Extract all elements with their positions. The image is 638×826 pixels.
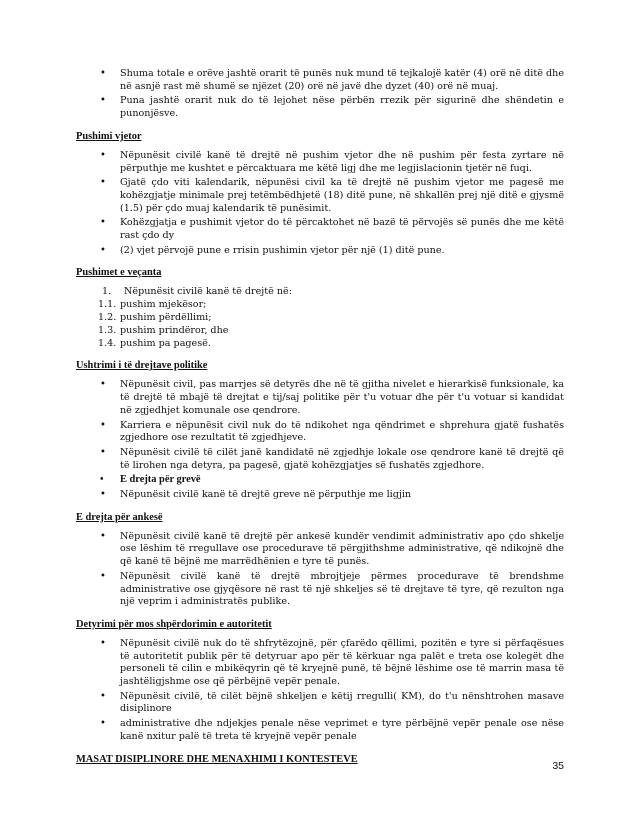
- list-item: • Shuma totale e orëve jashtë orarit të punës nuk mund të tejkalojë katër (4) orë në ditë dhe në asnjë rast më shumë se njëzet (20) orë në javë dhe dyzet (40) orë në muaj.: [76, 68, 564, 93]
- page-number: 35: [552, 760, 564, 772]
- heading-masat: MASAT DISIPLINORE DHE MENAXHIMI I KONTESTEVE: [76, 753, 358, 765]
- list-item: • Nëpunësit civilë, të cilët bëjnë shkeljen e këtij rregulli( KM), do t'u nënshtrohen masave disiplinore: [76, 691, 564, 716]
- heading-pushimi-vjetor: Pushimi vjetor: [76, 130, 142, 142]
- list-item: • (2) vjet përvojë pune e rrisin pushimin vjetor për një (1) ditë pune.: [76, 245, 564, 258]
- list-item: • E drejta për grevë: [76, 474, 564, 487]
- list-item: • Nëpunësit civilë të cilët janë kandidatë në zgjedhje lokale ose qendrore kanë të drejtë që të lirohen nga detyra, pa pagesë, gjatë kohëzgjatjes së fushatës zgjedhore.: [76, 447, 564, 472]
- list-item: • Gjatë çdo viti kalendarik, nëpunësi civil ka të drejtë në pushim vjetor me pagesë me kohëzgjatje minimale prej tetëmbëdhjetë (18) ditë pune, në shkallën prej një ditë e gjysmë (1.5) për çdo muaj kalendarik të punësimit.: [76, 177, 564, 215]
- list-item: 1.4. pushim pa pagesë.: [98, 337, 211, 349]
- list-item: • Nëpunësit civilë kanë të drejtë në pushim vjetor dhe në pushim për festa zyrtare në përputhje me kushtet e përcaktuara me këtë ligj dhe me legjislacionin tjetër në fuqi.: [76, 150, 564, 175]
- list-item: • Puna jashtë orarit nuk do të lejohet nëse përbën rrezik për sigurinë dhe shëndetin e punonjësve.: [76, 95, 564, 120]
- heading-pushimet-e-vecanta: Pushimet e veçanta: [76, 267, 162, 279]
- list-item: • Karriera e nëpunësit civil nuk do të ndikohet nga qëndrimet e shprehura gjatë fushatës zgjedhore ose rezultatit të zgjedhjeve.: [76, 420, 564, 445]
- list-item: • Kohëzgjatja e pushimit vjetor do të përcaktohet në bazë të përvojës së punës dhe me këtë rast çdo dy: [76, 217, 564, 242]
- ushtrimi-list: [76, 379, 564, 501]
- pushimet-e-vecanta-list: [76, 286, 564, 350]
- list-item: • Nëpunësit civilë kanë të drejtë mbrojtjeje përmes procedurave të brendshme administrative ose gjyqësore në rast të një shkeljes së të drejtave të tyre, që rezulton nga një veprim i administratës publike.: [76, 571, 564, 609]
- list-item: • administrative dhe ndjekjes penale nëse veprimet e tyre përbëjnë vepër penale ose nëse kanë nxitur palë të treta të kryejnë vepër penale: [76, 718, 564, 743]
- ankese-list: [76, 531, 564, 609]
- heading-ankese: E drejta për ankesë: [76, 511, 163, 523]
- list-item: 1.2. pushim përdëllimi;: [98, 312, 212, 324]
- pushimi-vjetor-list: [76, 150, 564, 258]
- list-item: 1.3. pushim prindëror, dhe: [98, 324, 229, 336]
- list-item: 1. Nëpunësit civilë kanë të drejtë në:: [102, 286, 292, 298]
- heading-detyrimi: Detyrimi për mos shpërdorimin e autoritetit: [76, 618, 272, 630]
- list-item: • Nëpunësit civilë nuk do të shfrytëzojnë, për çfarëdo qëllimi, pozitën e tyre si përfaqësues të autoritetit publik për të detyruar apo për të kërkuar nga palët e treta ose kolegët dhe personeli të cilin e mbikëqyrin që të kryejnë punë, të bëjnë lëshime ose të marrin masa të jashtëligjshme ose që përbëjnë vepër penale.: [76, 638, 564, 689]
- detyrimi-list: [76, 638, 564, 744]
- list-item: • Nëpunësit civilë kanë të drejtë greve në përputhje me ligjin: [76, 489, 564, 502]
- heading-ushtrimi: Ushtrimi i të drejtave politike: [76, 360, 208, 372]
- intro-bullet-list: [76, 68, 564, 121]
- list-item: • Nëpunësit civilë kanë të drejtë për ankesë kundër vendimit administrativ apo çdo shkelje ose lëshim të rregullave ose procedurave të përgjithshme administrative, që ndikojnë dhe që kanë të bëjnë me marrëdhënien e tyre të punës.: [76, 531, 564, 569]
- list-item: 1.1. pushim mjekësor;: [98, 299, 207, 311]
- list-item: • Nëpunësit civil, pas marrjes së detyrës dhe në të gjitha nivelet e hierarkisë funksionale, ka të drejtë të mbajë të drejtat e tij/saj politike për t'u votuar dhe për t'u votuar si kandidat në zgjedhjet komunale ose qendrore.: [76, 379, 564, 417]
- page-content: [76, 68, 564, 773]
